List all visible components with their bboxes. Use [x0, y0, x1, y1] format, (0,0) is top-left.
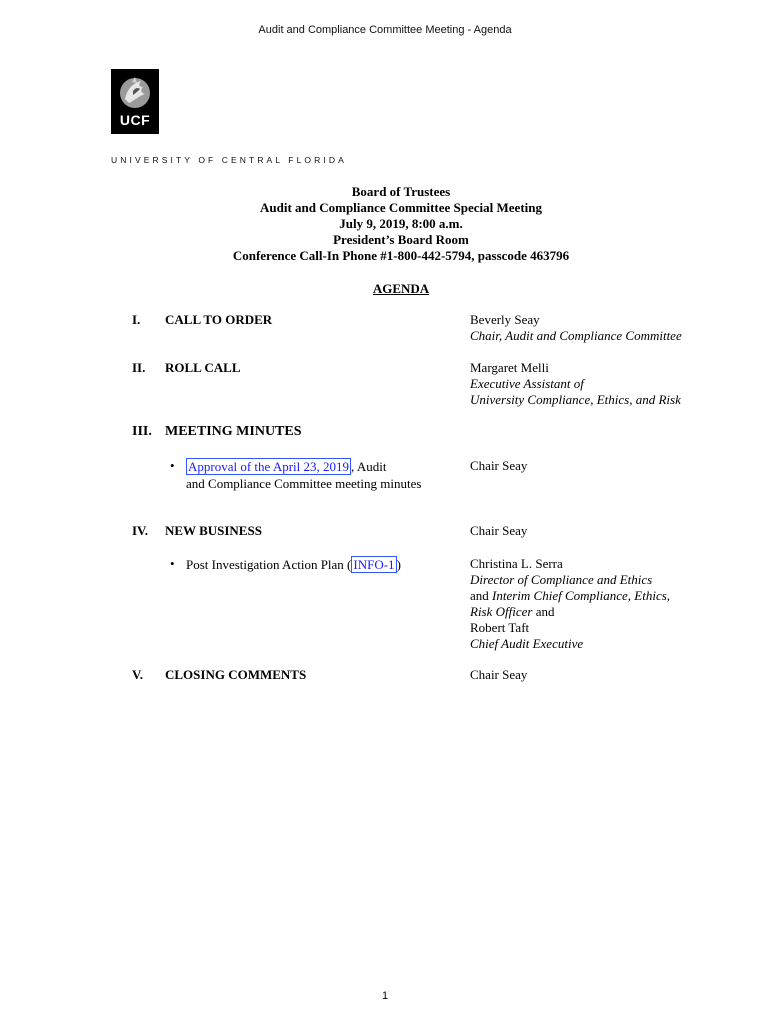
- title-line: July 9, 2019, 8:00 a.m.: [339, 216, 463, 231]
- presenter-name: Margaret Melli: [470, 360, 549, 375]
- and-word: and: [470, 588, 493, 603]
- info-1-link[interactable]: INFO-1: [353, 557, 395, 572]
- section-number: I.: [132, 312, 141, 327]
- presenter-name: Robert Taft: [470, 620, 530, 635]
- meeting-title-block: [0, 184, 770, 264]
- bullet-text: ): [396, 557, 401, 572]
- title-line: Audit and Compliance Committee Special Meeting: [259, 200, 542, 215]
- presenter-name: Chair Seay: [470, 667, 528, 682]
- presenter-role: Chair, Audit and Compliance Committee: [470, 328, 682, 343]
- page-number: 1: [381, 990, 389, 1002]
- presenter-role: University Compliance, Ethics, and Risk: [470, 392, 681, 407]
- presenter-role-line: [470, 604, 670, 620]
- bullet-item: [186, 556, 456, 573]
- section-number: III.: [132, 424, 152, 439]
- presenter-name: Christina L. Serra: [470, 556, 563, 571]
- presenter-role: Risk Officer: [470, 604, 533, 619]
- presenter-role-line: [470, 588, 670, 604]
- presenter-role: Executive Assistant of: [470, 376, 584, 391]
- bullet-icon: •: [170, 556, 175, 571]
- presenter-block: [470, 360, 681, 408]
- minutes-link[interactable]: Approval of the April 23, 2019: [188, 459, 350, 474]
- and-word: and: [532, 604, 555, 619]
- logo-text: UCF: [119, 112, 151, 128]
- presenter-role: Director of Compliance and Ethics: [470, 572, 653, 587]
- presenter-role: Chief Audit Executive: [470, 636, 584, 651]
- presenter-block: [470, 312, 682, 344]
- presenter-name: Chair Seay: [470, 458, 528, 473]
- section-title: CLOSING COMMENTS: [165, 667, 307, 682]
- bullet-item: [186, 458, 456, 492]
- section-number: IV.: [132, 523, 149, 538]
- ucf-logo: [111, 69, 159, 134]
- presenter-role: Interim Chief Compliance, Ethics,: [492, 588, 671, 603]
- section-title: MEETING MINUTES: [165, 424, 302, 439]
- running-header: Audit and Compliance Committee Meeting - Agenda: [258, 24, 512, 36]
- agenda-heading: AGENDA: [372, 281, 430, 296]
- bullet-text: Post Investigation Action Plan (: [186, 557, 352, 572]
- university-name: UNIVERSITY OF CENTRAL FLORIDA: [111, 155, 347, 165]
- title-line: Conference Call-In Phone #1-800-442-5794, passcode 463796: [232, 248, 570, 263]
- title-line: Board of Trustees: [351, 184, 451, 199]
- pegasus-icon: [111, 69, 159, 113]
- presenter-name: Chair Seay: [470, 523, 528, 538]
- title-line: President’s Board Room: [333, 232, 469, 247]
- presenter-name: Beverly Seay: [470, 312, 540, 327]
- bullet-text: and Compliance Committee meeting minutes: [186, 476, 422, 491]
- presenter-block: [470, 556, 670, 652]
- bullet-text: , Audit: [351, 459, 387, 474]
- section-title: NEW BUSINESS: [165, 523, 262, 538]
- section-number: V.: [132, 667, 143, 682]
- section-title: ROLL CALL: [165, 360, 241, 375]
- bullet-icon: •: [170, 458, 175, 473]
- section-title: CALL TO ORDER: [165, 312, 273, 327]
- section-number: II.: [132, 360, 146, 375]
